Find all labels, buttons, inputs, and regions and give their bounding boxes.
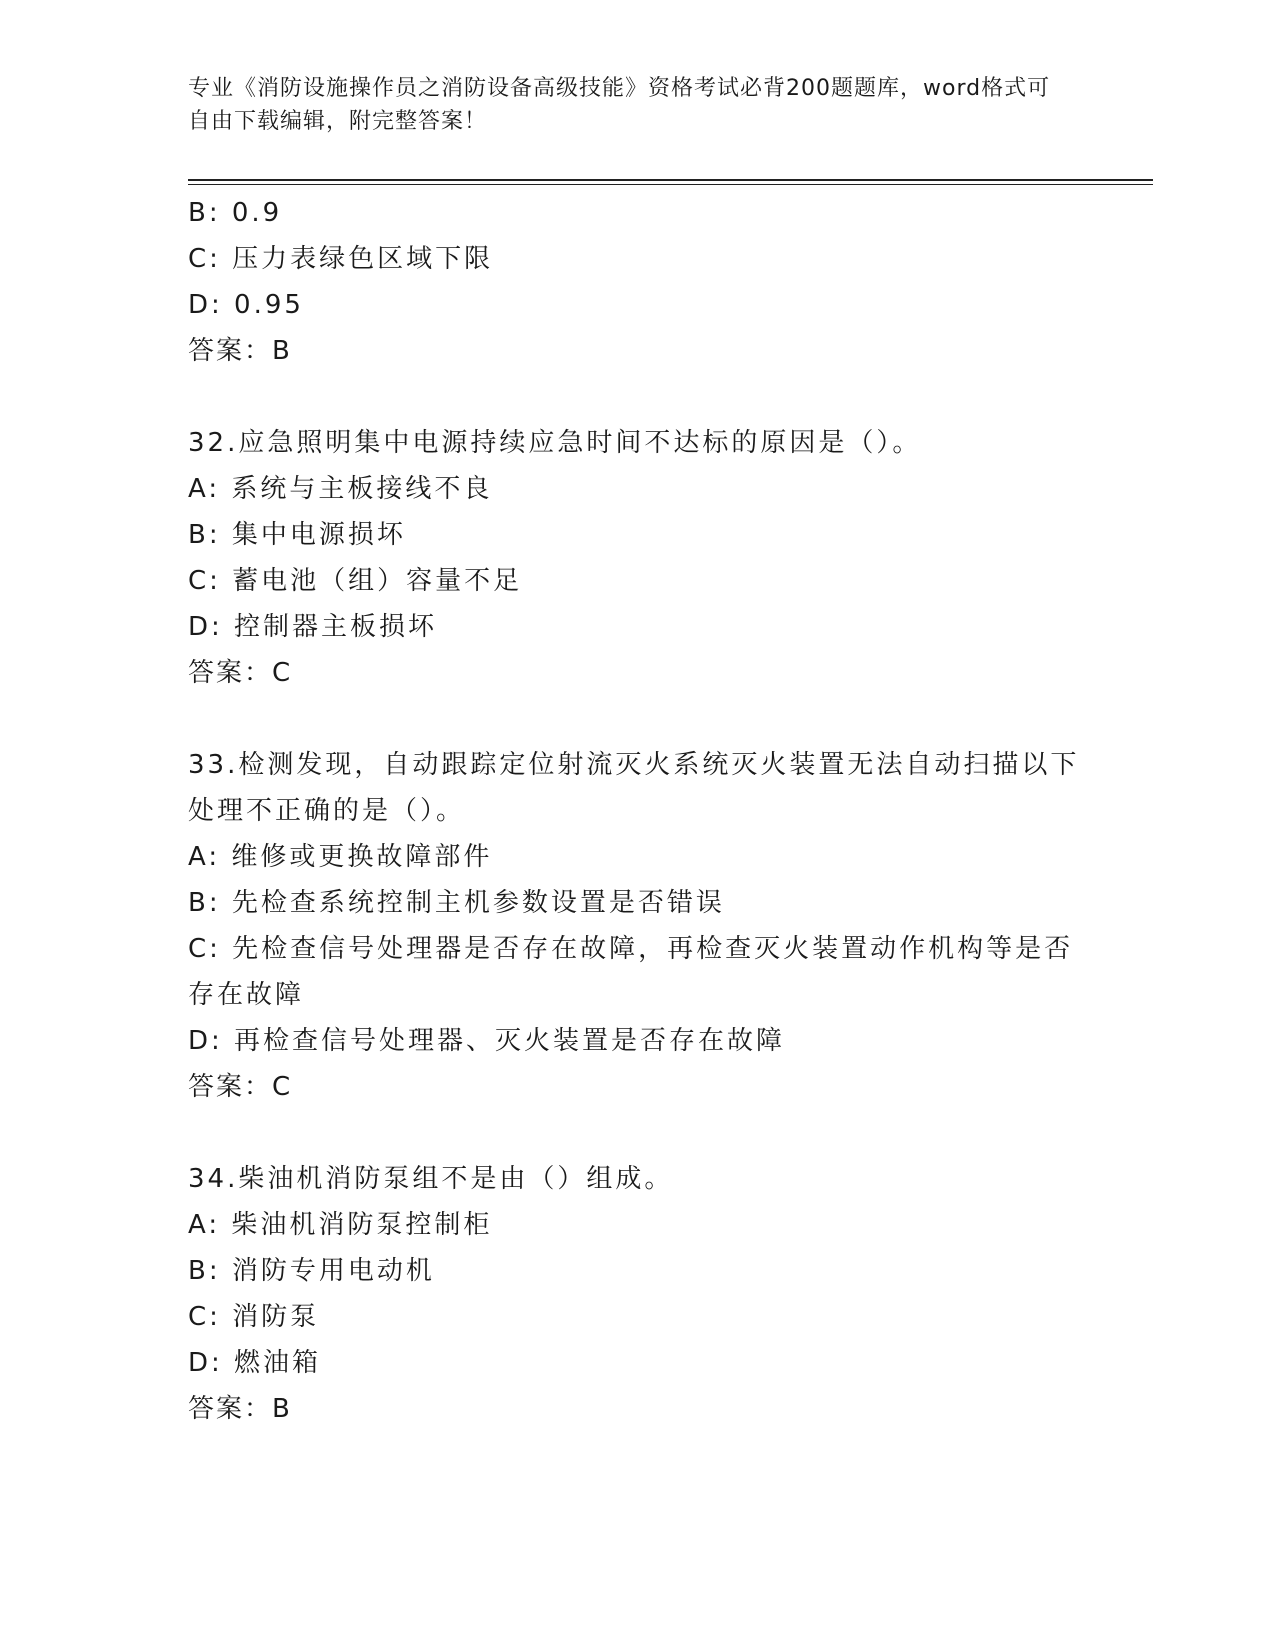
option-a: A: 系统与主板接线不良: [188, 474, 493, 504]
document-body: [188, 190, 1088, 1432]
question-31-continuation: [188, 190, 1088, 374]
answer-line: [188, 650, 1088, 696]
option-d: D: 控制器主板损坏: [188, 612, 438, 642]
option-c-line-2: 存在故障: [188, 980, 305, 1010]
answer-line: [188, 328, 1088, 374]
document-header: [188, 72, 1068, 138]
question-text: 32.应急照明集中电源持续应急时间不达标的原因是（）。: [188, 428, 922, 458]
option-d: D: 再检查信号处理器、灭火装置是否存在故障: [188, 1026, 786, 1056]
answer-label: 答案：: [188, 658, 273, 688]
question-32: [188, 420, 1088, 696]
answer-line: [188, 1386, 1088, 1432]
option-d: D: 燃油箱: [188, 1348, 322, 1378]
header-rule-thick: [188, 179, 1153, 181]
option-b: B: 先检查系统控制主机参数设置是否错误: [188, 888, 725, 918]
header-rule-thin: [188, 184, 1153, 185]
answer-label: 答案：: [188, 1072, 273, 1102]
answer-value: C: [272, 1072, 293, 1102]
option-a: A: 维修或更换故障部件: [188, 842, 493, 872]
option-a: A: 柴油机消防泵控制柜: [188, 1210, 493, 1240]
answer-label: 答案：: [188, 336, 273, 366]
option-c: C: 压力表绿色区域下限: [188, 244, 494, 274]
option-b: B: 消防专用电动机: [188, 1256, 435, 1286]
option-c: C: 蓄电池（组）容量不足: [188, 566, 523, 596]
option-c: C: 消防泵: [188, 1302, 320, 1332]
question-text-line-1: 33.检测发现，自动跟踪定位射流灭火系统灭火装置无法自动扫描以下: [188, 750, 1080, 780]
option-c-line-1: C: 先检查信号处理器是否存在故障，再检查灭火装置动作机构等是否: [188, 934, 1074, 964]
question-text-line-2: 处理不正确的是（）。: [188, 796, 466, 826]
question-33: [188, 742, 1088, 1110]
option-b: B: 0.9: [188, 198, 283, 228]
answer-line: [188, 1064, 1088, 1110]
question-34: [188, 1156, 1088, 1432]
option-b: B: 集中电源损坏: [188, 520, 406, 550]
option-d: D: 0.95: [188, 290, 304, 320]
document-title: 专业《消防设施操作员之消防设备高级技能》资格考试必背200题题库，word格式可自由下载编辑，附完整答案！: [188, 76, 1051, 134]
answer-value: B: [272, 336, 292, 366]
answer-label: 答案：: [188, 1394, 273, 1424]
question-text: 34.柴油机消防泵组不是由（）组成。: [188, 1164, 674, 1194]
answer-value: B: [272, 1394, 292, 1424]
answer-value: C: [272, 658, 293, 688]
